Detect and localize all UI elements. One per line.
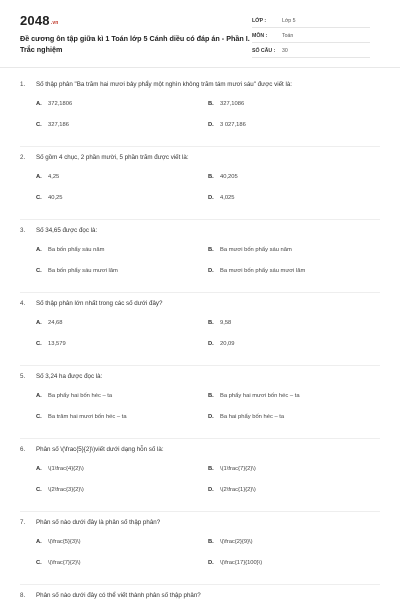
option-letter: D. <box>208 122 214 128</box>
option-text: 4,025 <box>220 195 235 201</box>
option-letter: B. <box>208 101 214 107</box>
option-text: Ba hai phẩy bốn héc – ta <box>220 414 285 420</box>
answer-options <box>36 173 380 202</box>
option-text: Ba phẩy hai mươi bốn héc – ta <box>220 393 300 399</box>
option-letter: C. <box>36 487 42 493</box>
document-title: Đề cương ôn tập giữa kì 1 Toán lớp 5 Cánh diều có đáp án - Phần I. Trắc nghiệm <box>20 34 250 54</box>
answer-option[interactable] <box>208 267 380 275</box>
option-letter: B. <box>208 247 214 253</box>
meta-row-count <box>252 44 370 58</box>
option-letter: B. <box>208 539 214 545</box>
option-letter: D. <box>208 268 214 274</box>
meta-row-subject <box>252 29 370 43</box>
option-text: 4,25 <box>48 174 60 180</box>
option-letter: C. <box>36 195 42 201</box>
question-text: Số thập phân lớn nhất trong các số dưới đây? <box>36 300 163 307</box>
answer-option[interactable] <box>208 246 380 254</box>
answer-option[interactable] <box>208 173 380 181</box>
question-number: 4. <box>20 300 26 307</box>
answer-option[interactable] <box>36 538 208 546</box>
document-header <box>0 0 400 66</box>
option-text: 40,205 <box>220 174 238 180</box>
logo-text: 2048 <box>20 13 50 28</box>
option-letter: B. <box>208 320 214 326</box>
answer-option[interactable] <box>208 559 380 567</box>
answer-option[interactable] <box>36 267 208 275</box>
question-text: Số 3,24 ha được đọc là: <box>36 373 103 380</box>
option-letter: D. <box>208 341 214 347</box>
option-letter: C. <box>36 341 42 347</box>
question-item <box>20 80 380 153</box>
question-number: 3. <box>20 227 26 234</box>
question-divider <box>20 438 380 439</box>
meta-label: MÔN : <box>252 32 268 39</box>
logo-suffix: .vn <box>50 20 59 26</box>
question-item <box>20 591 380 600</box>
answer-option[interactable] <box>208 413 380 421</box>
option-letter: D. <box>208 487 214 493</box>
answer-option[interactable] <box>36 392 208 400</box>
option-text: 372,1806 <box>48 101 73 107</box>
option-letter: C. <box>36 414 42 420</box>
question-text: Số thập phân "Ba trăm hai mươi bảy phẩy một nghìn không trăm tám mươi sáu" được viết là: <box>36 81 292 88</box>
answer-options <box>36 392 380 421</box>
question-number: 8. <box>20 592 26 599</box>
option-text: 40,25 <box>48 195 63 201</box>
option-text: \(2\frac{1}{2}\) <box>220 487 256 493</box>
question-text-row <box>20 518 380 527</box>
option-letter: C. <box>36 122 42 128</box>
option-text: 327,186 <box>48 122 69 128</box>
option-text: 20,09 <box>220 341 235 347</box>
option-text: \(2\frac{3}{2}\) <box>48 487 84 493</box>
meta-label: LỚP : <box>252 17 267 24</box>
option-letter: C. <box>36 268 42 274</box>
question-text: Phân số nào dưới đây có thể viết thành phân số thập phân? <box>36 592 201 599</box>
option-text: 9,58 <box>220 320 232 326</box>
option-text: 24,68 <box>48 320 63 326</box>
answer-option[interactable] <box>36 559 208 567</box>
option-letter: A. <box>36 393 42 399</box>
question-text-row <box>20 299 380 308</box>
question-item <box>20 445 380 518</box>
answer-options <box>36 465 380 494</box>
option-text: \(\frac{17}{100}\) <box>220 560 263 566</box>
question-text-row <box>20 80 380 89</box>
answer-option[interactable] <box>36 173 208 181</box>
meta-row-class <box>252 14 370 28</box>
option-text: \(1\frac{4}{2}\) <box>48 466 84 472</box>
option-letter: D. <box>208 560 214 566</box>
question-divider <box>20 365 380 366</box>
question-number: 7. <box>20 519 26 526</box>
option-text: Ba bốn phẩy sáu mươi lăm <box>48 268 118 274</box>
answer-options <box>36 319 380 348</box>
question-text: Số 34,65 được đọc là: <box>36 227 98 234</box>
answer-option[interactable] <box>208 392 380 400</box>
question-number: 1. <box>20 81 26 88</box>
answer-option[interactable] <box>36 413 208 421</box>
option-letter: A. <box>36 539 42 545</box>
option-letter: B. <box>208 466 214 472</box>
answer-option[interactable] <box>208 465 380 473</box>
option-letter: A. <box>36 466 42 472</box>
question-text-row <box>20 153 380 162</box>
option-letter: A. <box>36 174 42 180</box>
option-text: Ba bốn phẩy sáu năm <box>48 247 105 253</box>
answer-option[interactable] <box>36 246 208 254</box>
answer-option[interactable] <box>36 121 208 129</box>
question-item <box>20 226 380 299</box>
answer-option[interactable] <box>36 486 208 494</box>
option-text: 327,1086 <box>220 101 245 107</box>
question-number: 2. <box>20 154 26 161</box>
meta-value: Lớp 5 <box>282 17 296 24</box>
question-divider <box>20 146 380 147</box>
answer-option[interactable] <box>208 340 380 348</box>
option-letter: A. <box>36 101 42 107</box>
option-text: \(\frac{5}{3}\) <box>48 539 81 545</box>
question-item <box>20 299 380 372</box>
option-letter: A. <box>36 320 42 326</box>
option-text: \(1\frac{7}{2}\) <box>220 466 256 472</box>
answer-option[interactable] <box>208 538 380 546</box>
question-text-row <box>20 591 380 600</box>
answer-options <box>36 538 380 567</box>
option-text: Ba mươi bốn phẩy sáu mươi lăm <box>220 268 306 274</box>
option-letter: D. <box>208 414 214 420</box>
option-text: Ba trăm hai mươi bốn héc – ta <box>48 414 127 420</box>
answer-option[interactable] <box>208 100 380 108</box>
question-number: 6. <box>20 446 26 453</box>
header-divider <box>0 67 400 68</box>
question-number: 5. <box>20 373 26 380</box>
option-text: 3 027,186 <box>220 122 246 128</box>
question-divider <box>20 511 380 512</box>
question-text-row <box>20 445 380 454</box>
question-divider <box>20 584 380 585</box>
option-letter: C. <box>36 560 42 566</box>
question-text: Phân số \(\frac{5}{2}\)viết dưới dạng hỗn số là: <box>36 446 164 453</box>
answer-option[interactable] <box>208 121 380 129</box>
question-text: Số gồm 4 chục, 2 phần mười, 5 phần trăm được viết là: <box>36 154 189 161</box>
question-text-row <box>20 372 380 381</box>
document-meta <box>252 14 370 59</box>
answer-options <box>36 246 380 275</box>
answer-option[interactable] <box>208 194 380 202</box>
option-letter: D. <box>208 195 214 201</box>
site-logo[interactable] <box>20 13 59 28</box>
meta-value: 30 <box>282 47 288 54</box>
option-letter: B. <box>208 174 214 180</box>
answer-option[interactable] <box>36 319 208 327</box>
option-letter: A. <box>36 247 42 253</box>
question-text: Phân số nào dưới đây là phân số thập phân? <box>36 519 161 526</box>
meta-label: SỐ CÂU : <box>252 47 276 54</box>
option-text: 13,579 <box>48 341 66 347</box>
answer-option[interactable] <box>208 486 380 494</box>
question-list <box>20 80 380 600</box>
answer-option[interactable] <box>208 319 380 327</box>
question-divider <box>20 219 380 220</box>
option-text: \(\frac{7}{2}\) <box>48 560 81 566</box>
option-text: \(\frac{2}{9}\) <box>220 539 253 545</box>
answer-option[interactable] <box>36 194 208 202</box>
meta-value: Toán <box>282 32 294 39</box>
question-divider <box>20 292 380 293</box>
answer-option[interactable] <box>36 340 208 348</box>
question-item <box>20 518 380 591</box>
question-item <box>20 372 380 445</box>
question-text-row <box>20 226 380 235</box>
option-text: Ba phẩy hai bốn héc – ta <box>48 393 113 399</box>
answer-options <box>36 100 380 129</box>
option-text: Ba mươi bốn phẩy sáu năm <box>220 247 292 253</box>
answer-option[interactable] <box>36 100 208 108</box>
question-item <box>20 153 380 226</box>
answer-option[interactable] <box>36 465 208 473</box>
option-letter: B. <box>208 393 214 399</box>
